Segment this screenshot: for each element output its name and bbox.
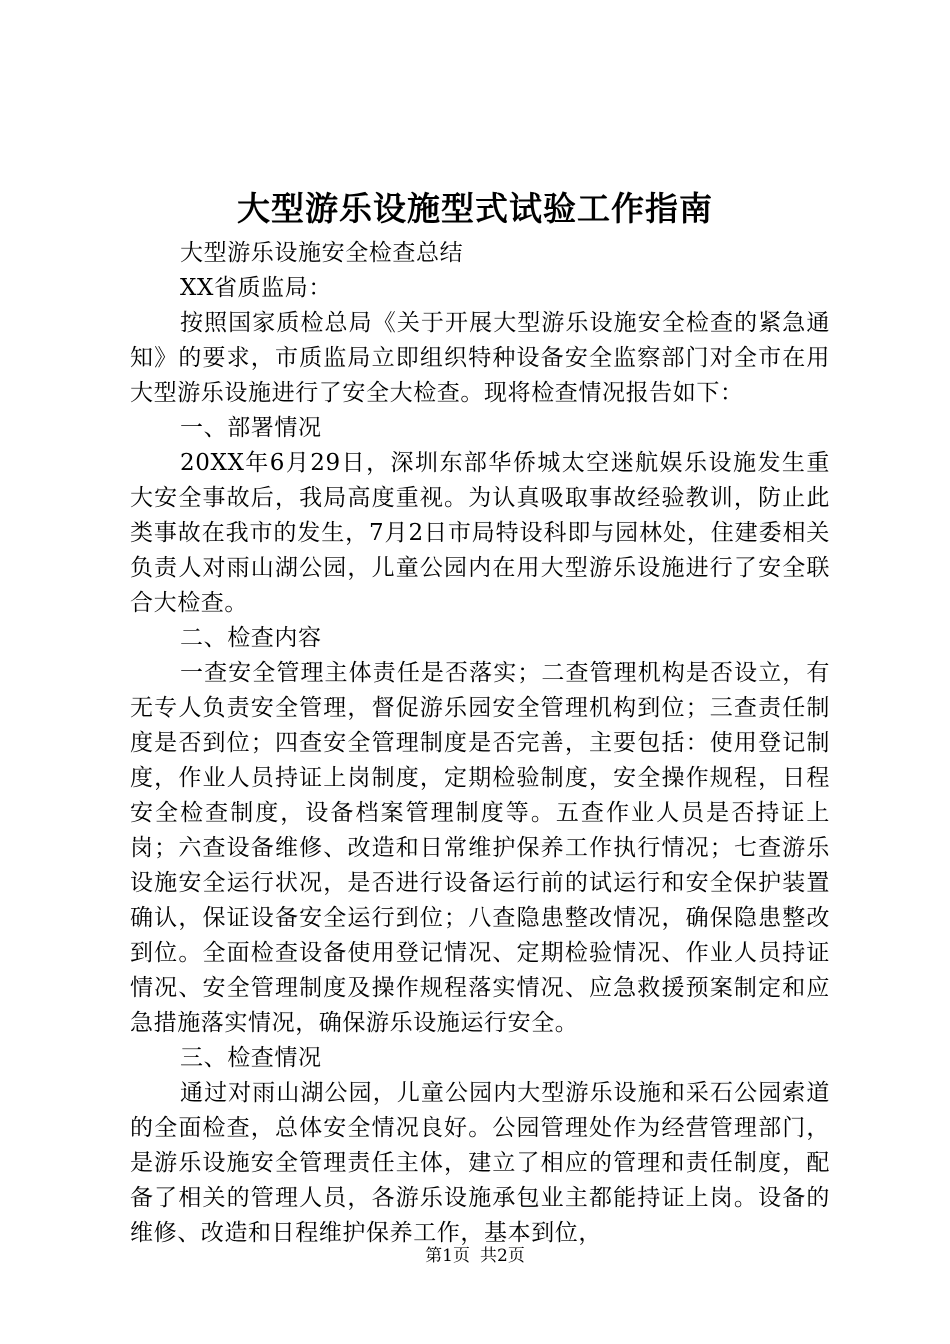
page-total: 共2页 [480, 1246, 525, 1266]
paragraph-subtitle: 大型游乐设施安全检查总结 [180, 240, 464, 266]
section-heading-inspection-content: 二、检查内容 [180, 625, 322, 651]
paragraph-deployment: 20XX年6月29日，深圳东部华侨城太空迷航娱乐设施发生重大安全事故后，我局高度重视。为认真吸取事故经验教训，防止此类事故在我市的发生，7月2日市局特设科即与园林处，住建委相关负责人对雨山湖公园，儿童公园内在用大型游乐设施进行了安全联合大检查。 [130, 450, 830, 616]
page-number: 第1页 [425, 1246, 470, 1266]
paragraph-addressee: XX省质监局： [180, 275, 332, 301]
document-body [130, 236, 830, 1251]
document-title: 大型游乐设施型式试验工作指南 [237, 189, 713, 228]
section-heading-inspection-results: 三、检查情况 [180, 1045, 322, 1071]
section-heading-deployment: 一、部署情况 [180, 415, 322, 441]
paragraph-intro: 按照国家质检总局《关于开展大型游乐设施安全检查的紧急通知》的要求，市质监局立即组织特种设备安全监察部门对全市在用大型游乐设施进行了安全大检查。现将检查情况报告如下： [130, 310, 830, 406]
page-footer [0, 1244, 950, 1268]
paragraph-inspection-content: 一查安全管理主体责任是否落实；二查管理机构是否设立，有无专人负责安全管理，督促游乐园安全管理机构到位；三查责任制度是否到位；四查安全管理制度是否完善，主要包括：使用登记制度，作业人员持证上岗制度，定期检验制度，安全操作规程，日程安全检查制度，设备档案管理制度等。五查作业人员是否持证上岗；六查设备维修、改造和日常维护保养工作执行情况；七查游乐设施安全运行状况，是否进行设备运行前的试运行和安全保护装置确认，保证设备安全运行到位；八查隐患整改情况，确保隐患整改到位。全面检查设备使用登记情况、定期检验情况、作业人员持证情况、安全管理制度及操作规程落实情况、应急救援预案制定和应急措施落实情况，确保游乐设施运行安全。 [130, 660, 830, 1036]
paragraph-inspection-results: 通过对雨山湖公园，儿童公园内大型游乐设施和采石公园索道的全面检查，总体安全情况良好。公园管理处作为经营管理部门，是游乐设施安全管理责任主体，建立了相应的管理和责任制度，配备了相关的管理人员，各游乐设施承包业主都能持证上岗。设备的维修、改造和日程维护保养工作，基本到位， [130, 1080, 830, 1246]
